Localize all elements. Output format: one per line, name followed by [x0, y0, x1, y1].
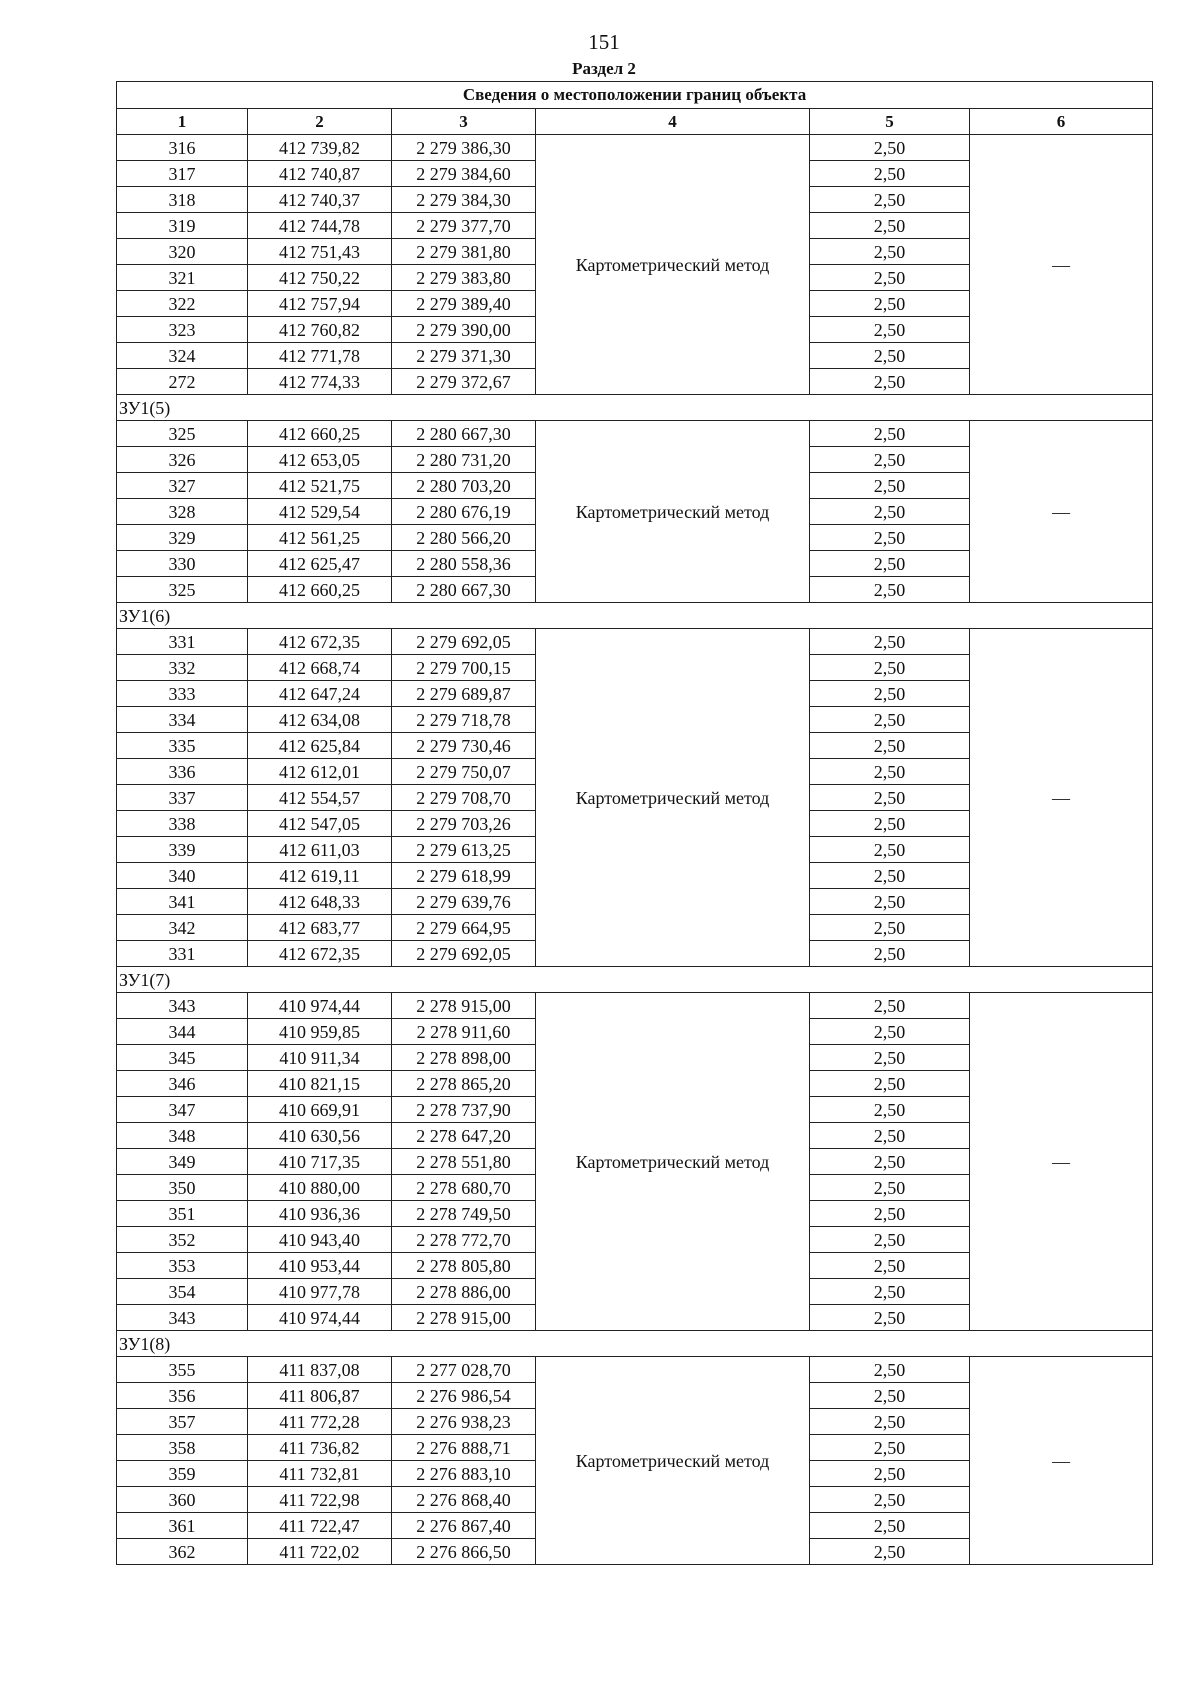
point-number-cell: 320	[117, 239, 248, 265]
y-coordinate-cell: 2 278 915,00	[392, 993, 536, 1019]
point-number-cell: 343	[117, 1305, 248, 1331]
point-number-cell: 317	[117, 161, 248, 187]
x-coordinate-cell: 412 648,33	[248, 889, 392, 915]
accuracy-cell: 2,50	[810, 707, 970, 733]
y-coordinate-cell: 2 279 703,26	[392, 811, 536, 837]
accuracy-cell: 2,50	[810, 837, 970, 863]
accuracy-cell: 2,50	[810, 733, 970, 759]
x-coordinate-cell: 412 625,47	[248, 551, 392, 577]
method-cell: Картометрический метод	[536, 993, 810, 1331]
accuracy-cell: 2,50	[810, 239, 970, 265]
column-header-row	[117, 109, 1153, 135]
y-coordinate-cell: 2 279 372,67	[392, 369, 536, 395]
point-number-cell: 335	[117, 733, 248, 759]
column-6-cell: —	[970, 629, 1153, 967]
point-number-cell: 319	[117, 213, 248, 239]
point-number-cell: 272	[117, 369, 248, 395]
point-number-cell: 331	[117, 629, 248, 655]
y-coordinate-cell: 2 279 692,05	[392, 629, 536, 655]
accuracy-cell: 2,50	[810, 187, 970, 213]
y-coordinate-cell: 2 277 028,70	[392, 1357, 536, 1383]
y-coordinate-cell: 2 276 986,54	[392, 1383, 536, 1409]
accuracy-cell: 2,50	[810, 759, 970, 785]
accuracy-cell: 2,50	[810, 213, 970, 239]
point-number-cell: 324	[117, 343, 248, 369]
table-row	[117, 135, 1153, 161]
y-coordinate-cell: 2 279 689,87	[392, 681, 536, 707]
y-coordinate-cell: 2 279 390,00	[392, 317, 536, 343]
x-coordinate-cell: 410 959,85	[248, 1019, 392, 1045]
table-title: Сведения о местоположении границ объекта	[117, 82, 1153, 109]
point-number-cell: 321	[117, 265, 248, 291]
accuracy-cell: 2,50	[810, 785, 970, 811]
y-coordinate-cell: 2 276 867,40	[392, 1513, 536, 1539]
x-coordinate-cell: 410 669,91	[248, 1097, 392, 1123]
point-number-cell: 349	[117, 1149, 248, 1175]
point-number-cell: 344	[117, 1019, 248, 1045]
accuracy-cell: 2,50	[810, 1175, 970, 1201]
group-label: ЗУ1(7)	[117, 967, 1153, 993]
y-coordinate-cell: 2 279 384,30	[392, 187, 536, 213]
column-header: 5	[810, 109, 970, 135]
group-label-row	[117, 1331, 1153, 1357]
x-coordinate-cell: 410 717,35	[248, 1149, 392, 1175]
x-coordinate-cell: 412 611,03	[248, 837, 392, 863]
y-coordinate-cell: 2 278 911,60	[392, 1019, 536, 1045]
accuracy-cell: 2,50	[810, 1487, 970, 1513]
x-coordinate-cell: 412 744,78	[248, 213, 392, 239]
column-header: 3	[392, 109, 536, 135]
point-number-cell: 345	[117, 1045, 248, 1071]
x-coordinate-cell: 412 529,54	[248, 499, 392, 525]
accuracy-cell: 2,50	[810, 1383, 970, 1409]
y-coordinate-cell: 2 279 700,15	[392, 655, 536, 681]
y-coordinate-cell: 2 276 866,50	[392, 1539, 536, 1565]
point-number-cell: 355	[117, 1357, 248, 1383]
x-coordinate-cell: 412 547,05	[248, 811, 392, 837]
accuracy-cell: 2,50	[810, 265, 970, 291]
point-number-cell: 338	[117, 811, 248, 837]
x-coordinate-cell: 410 936,36	[248, 1201, 392, 1227]
accuracy-cell: 2,50	[810, 1409, 970, 1435]
table-row	[117, 1357, 1153, 1383]
x-coordinate-cell: 412 660,25	[248, 421, 392, 447]
accuracy-cell: 2,50	[810, 681, 970, 707]
x-coordinate-cell: 412 757,94	[248, 291, 392, 317]
column-header: 1	[117, 109, 248, 135]
x-coordinate-cell: 412 653,05	[248, 447, 392, 473]
y-coordinate-cell: 2 278 805,80	[392, 1253, 536, 1279]
column-header: 6	[970, 109, 1153, 135]
accuracy-cell: 2,50	[810, 1305, 970, 1331]
point-number-cell: 346	[117, 1071, 248, 1097]
y-coordinate-cell: 2 276 883,10	[392, 1461, 536, 1487]
point-number-cell: 316	[117, 135, 248, 161]
y-coordinate-cell: 2 278 865,20	[392, 1071, 536, 1097]
y-coordinate-cell: 2 279 750,07	[392, 759, 536, 785]
accuracy-cell: 2,50	[810, 525, 970, 551]
accuracy-cell: 2,50	[810, 291, 970, 317]
y-coordinate-cell: 2 279 718,78	[392, 707, 536, 733]
x-coordinate-cell: 412 739,82	[248, 135, 392, 161]
y-coordinate-cell: 2 279 383,80	[392, 265, 536, 291]
point-number-cell: 339	[117, 837, 248, 863]
y-coordinate-cell: 2 278 737,90	[392, 1097, 536, 1123]
accuracy-cell: 2,50	[810, 421, 970, 447]
table-row	[117, 421, 1153, 447]
accuracy-cell: 2,50	[810, 499, 970, 525]
point-number-cell: 336	[117, 759, 248, 785]
y-coordinate-cell: 2 279 618,99	[392, 863, 536, 889]
y-coordinate-cell: 2 279 692,05	[392, 941, 536, 967]
x-coordinate-cell: 410 911,34	[248, 1045, 392, 1071]
x-coordinate-cell: 412 771,78	[248, 343, 392, 369]
method-cell: Картометрический метод	[536, 135, 810, 395]
x-coordinate-cell: 411 722,02	[248, 1539, 392, 1565]
point-number-cell: 334	[117, 707, 248, 733]
accuracy-cell: 2,50	[810, 135, 970, 161]
x-coordinate-cell: 411 722,47	[248, 1513, 392, 1539]
x-coordinate-cell: 412 751,43	[248, 239, 392, 265]
point-number-cell: 327	[117, 473, 248, 499]
x-coordinate-cell: 412 647,24	[248, 681, 392, 707]
accuracy-cell: 2,50	[810, 1227, 970, 1253]
y-coordinate-cell: 2 278 772,70	[392, 1227, 536, 1253]
y-coordinate-cell: 2 278 886,00	[392, 1279, 536, 1305]
point-number-cell: 322	[117, 291, 248, 317]
point-number-cell: 332	[117, 655, 248, 681]
accuracy-cell: 2,50	[810, 317, 970, 343]
column-6-cell: —	[970, 135, 1153, 395]
x-coordinate-cell: 412 625,84	[248, 733, 392, 759]
accuracy-cell: 2,50	[810, 629, 970, 655]
x-coordinate-cell: 410 974,44	[248, 1305, 392, 1331]
method-cell: Картометрический метод	[536, 629, 810, 967]
y-coordinate-cell: 2 278 551,80	[392, 1149, 536, 1175]
point-number-cell: 360	[117, 1487, 248, 1513]
accuracy-cell: 2,50	[810, 1461, 970, 1487]
column-header: 2	[248, 109, 392, 135]
accuracy-cell: 2,50	[810, 1019, 970, 1045]
x-coordinate-cell: 410 953,44	[248, 1253, 392, 1279]
x-coordinate-cell: 412 634,08	[248, 707, 392, 733]
x-coordinate-cell: 411 722,98	[248, 1487, 392, 1513]
point-number-cell: 326	[117, 447, 248, 473]
point-number-cell: 359	[117, 1461, 248, 1487]
accuracy-cell: 2,50	[810, 993, 970, 1019]
accuracy-cell: 2,50	[810, 915, 970, 941]
y-coordinate-cell: 2 280 703,20	[392, 473, 536, 499]
page-number: 151	[588, 30, 620, 54]
y-coordinate-cell: 2 276 868,40	[392, 1487, 536, 1513]
x-coordinate-cell: 412 672,35	[248, 629, 392, 655]
accuracy-cell: 2,50	[810, 1149, 970, 1175]
y-coordinate-cell: 2 279 708,70	[392, 785, 536, 811]
column-6-cell: —	[970, 421, 1153, 603]
y-coordinate-cell: 2 278 647,20	[392, 1123, 536, 1149]
accuracy-cell: 2,50	[810, 1071, 970, 1097]
point-number-cell: 361	[117, 1513, 248, 1539]
point-number-cell: 328	[117, 499, 248, 525]
group-label-row	[117, 395, 1153, 421]
x-coordinate-cell: 412 554,57	[248, 785, 392, 811]
accuracy-cell: 2,50	[810, 1513, 970, 1539]
x-coordinate-cell: 410 821,15	[248, 1071, 392, 1097]
point-number-cell: 333	[117, 681, 248, 707]
point-number-cell: 337	[117, 785, 248, 811]
point-number-cell: 325	[117, 577, 248, 603]
column-6-cell: —	[970, 993, 1153, 1331]
x-coordinate-cell: 410 977,78	[248, 1279, 392, 1305]
x-coordinate-cell: 412 660,25	[248, 577, 392, 603]
x-coordinate-cell: 411 772,28	[248, 1409, 392, 1435]
point-number-cell: 357	[117, 1409, 248, 1435]
accuracy-cell: 2,50	[810, 1201, 970, 1227]
y-coordinate-cell: 2 276 888,71	[392, 1435, 536, 1461]
table-row	[117, 629, 1153, 655]
accuracy-cell: 2,50	[810, 1435, 970, 1461]
accuracy-cell: 2,50	[810, 655, 970, 681]
x-coordinate-cell: 412 672,35	[248, 941, 392, 967]
y-coordinate-cell: 2 280 676,19	[392, 499, 536, 525]
x-coordinate-cell: 412 683,77	[248, 915, 392, 941]
point-number-cell: 348	[117, 1123, 248, 1149]
point-number-cell: 341	[117, 889, 248, 915]
accuracy-cell: 2,50	[810, 1045, 970, 1071]
x-coordinate-cell: 411 806,87	[248, 1383, 392, 1409]
accuracy-cell: 2,50	[810, 1539, 970, 1565]
group-label-row	[117, 967, 1153, 993]
point-number-cell: 347	[117, 1097, 248, 1123]
point-number-cell: 353	[117, 1253, 248, 1279]
y-coordinate-cell: 2 278 915,00	[392, 1305, 536, 1331]
accuracy-cell: 2,50	[810, 941, 970, 967]
group-label: ЗУ1(5)	[117, 395, 1153, 421]
y-coordinate-cell: 2 279 386,30	[392, 135, 536, 161]
accuracy-cell: 2,50	[810, 863, 970, 889]
point-number-cell: 340	[117, 863, 248, 889]
group-label-row	[117, 603, 1153, 629]
y-coordinate-cell: 2 278 749,50	[392, 1201, 536, 1227]
accuracy-cell: 2,50	[810, 1357, 970, 1383]
y-coordinate-cell: 2 279 377,70	[392, 213, 536, 239]
y-coordinate-cell: 2 280 667,30	[392, 577, 536, 603]
x-coordinate-cell: 412 740,87	[248, 161, 392, 187]
table-title-row	[117, 82, 1153, 109]
method-cell: Картометрический метод	[536, 1357, 810, 1565]
point-number-cell: 342	[117, 915, 248, 941]
accuracy-cell: 2,50	[810, 369, 970, 395]
accuracy-cell: 2,50	[810, 1097, 970, 1123]
y-coordinate-cell: 2 279 730,46	[392, 733, 536, 759]
point-number-cell: 329	[117, 525, 248, 551]
x-coordinate-cell: 412 760,82	[248, 317, 392, 343]
y-coordinate-cell: 2 280 667,30	[392, 421, 536, 447]
method-cell: Картометрический метод	[536, 421, 810, 603]
x-coordinate-cell: 412 668,74	[248, 655, 392, 681]
point-number-cell: 323	[117, 317, 248, 343]
table-row	[117, 993, 1153, 1019]
point-number-cell: 358	[117, 1435, 248, 1461]
column-6-cell: —	[970, 1357, 1153, 1565]
x-coordinate-cell: 412 561,25	[248, 525, 392, 551]
x-coordinate-cell: 410 880,00	[248, 1175, 392, 1201]
point-number-cell: 350	[117, 1175, 248, 1201]
point-number-cell: 325	[117, 421, 248, 447]
y-coordinate-cell: 2 279 639,76	[392, 889, 536, 915]
x-coordinate-cell: 410 630,56	[248, 1123, 392, 1149]
x-coordinate-cell: 412 612,01	[248, 759, 392, 785]
x-coordinate-cell: 411 736,82	[248, 1435, 392, 1461]
column-header: 4	[536, 109, 810, 135]
point-number-cell: 362	[117, 1539, 248, 1565]
accuracy-cell: 2,50	[810, 577, 970, 603]
y-coordinate-cell: 2 278 680,70	[392, 1175, 536, 1201]
x-coordinate-cell: 412 619,11	[248, 863, 392, 889]
point-number-cell: 351	[117, 1201, 248, 1227]
x-coordinate-cell: 410 974,44	[248, 993, 392, 1019]
group-label: ЗУ1(8)	[117, 1331, 1153, 1357]
accuracy-cell: 2,50	[810, 811, 970, 837]
y-coordinate-cell: 2 279 371,30	[392, 343, 536, 369]
point-number-cell: 352	[117, 1227, 248, 1253]
x-coordinate-cell: 411 732,81	[248, 1461, 392, 1487]
x-coordinate-cell: 412 750,22	[248, 265, 392, 291]
y-coordinate-cell: 2 280 558,36	[392, 551, 536, 577]
x-coordinate-cell: 410 943,40	[248, 1227, 392, 1253]
accuracy-cell: 2,50	[810, 343, 970, 369]
accuracy-cell: 2,50	[810, 1253, 970, 1279]
y-coordinate-cell: 2 280 731,20	[392, 447, 536, 473]
point-number-cell: 318	[117, 187, 248, 213]
y-coordinate-cell: 2 280 566,20	[392, 525, 536, 551]
section-title: Раздел 2	[572, 59, 636, 78]
group-label: ЗУ1(6)	[117, 603, 1153, 629]
accuracy-cell: 2,50	[810, 1123, 970, 1149]
y-coordinate-cell: 2 276 938,23	[392, 1409, 536, 1435]
accuracy-cell: 2,50	[810, 889, 970, 915]
x-coordinate-cell: 412 740,37	[248, 187, 392, 213]
coordinates-table	[116, 81, 1153, 1565]
accuracy-cell: 2,50	[810, 473, 970, 499]
x-coordinate-cell: 412 774,33	[248, 369, 392, 395]
y-coordinate-cell: 2 279 613,25	[392, 837, 536, 863]
accuracy-cell: 2,50	[810, 161, 970, 187]
point-number-cell: 330	[117, 551, 248, 577]
accuracy-cell: 2,50	[810, 1279, 970, 1305]
y-coordinate-cell: 2 279 389,40	[392, 291, 536, 317]
y-coordinate-cell: 2 279 384,60	[392, 161, 536, 187]
point-number-cell: 343	[117, 993, 248, 1019]
point-number-cell: 354	[117, 1279, 248, 1305]
point-number-cell: 356	[117, 1383, 248, 1409]
x-coordinate-cell: 411 837,08	[248, 1357, 392, 1383]
table-body	[117, 82, 1153, 1565]
y-coordinate-cell: 2 279 664,95	[392, 915, 536, 941]
y-coordinate-cell: 2 279 381,80	[392, 239, 536, 265]
y-coordinate-cell: 2 278 898,00	[392, 1045, 536, 1071]
accuracy-cell: 2,50	[810, 447, 970, 473]
point-number-cell: 331	[117, 941, 248, 967]
x-coordinate-cell: 412 521,75	[248, 473, 392, 499]
accuracy-cell: 2,50	[810, 551, 970, 577]
